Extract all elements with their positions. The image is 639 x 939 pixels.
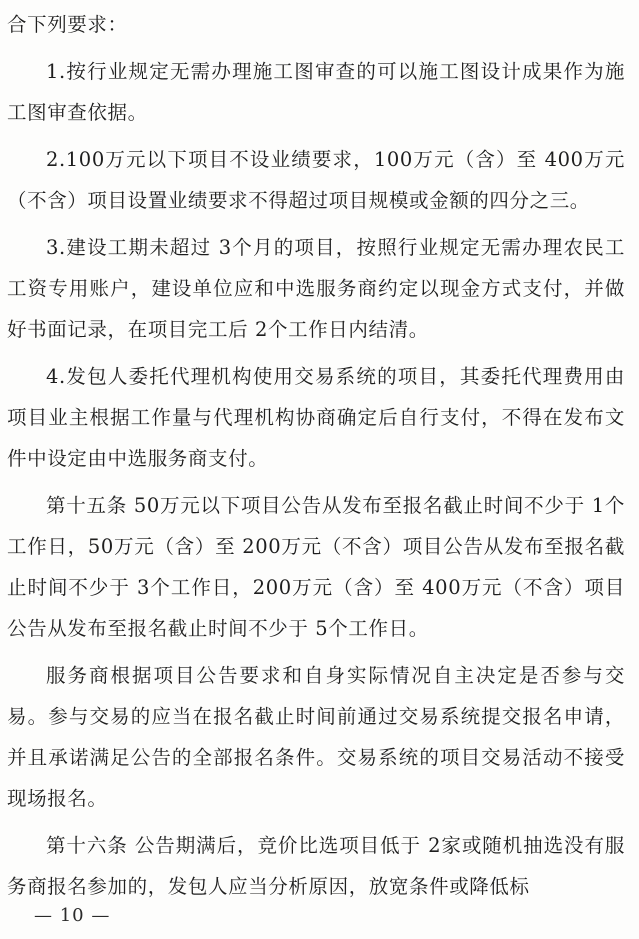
paragraph-item-4: 4.发包人委托代理机构使用交易系统的项目，其委托代理费用由项目业主根据工作量与代理机构协商确定后自行支付，不得在发布文件中设定由中选服务商支付。: [7, 365, 625, 470]
paragraph-article-16: 第十六条 公告期满后，竞价比选项目低于 2家或随机抽选没有服务商报名参加的，发包人应当分析原因，放宽条件或降低标: [7, 834, 625, 898]
page-number: — 10 —: [34, 905, 111, 926]
paragraph-registration: 服务商根据项目公告要求和自身实际情况自主决定是否参与交易。参与交易的应当在报名截止时间前通过交易系统提交报名申请，并且承诺满足公告的全部报名条件。交易系统的项目交易活动不接受现场报名。: [7, 664, 625, 810]
paragraph-item-3: 3.建设工期未超过 3个月的项目，按照行业规定无需办理农民工工资专用账户，建设单位应和中选服务商约定以现金方式支付，并做好书面记录，在项目完工后 2个工作日内结清。: [7, 236, 625, 341]
paragraph-item-2: 2.100万元以下项目不设业绩要求，100万元（含）至 400万元（不含）项目设置业绩要求不得超过项目规模或金额的四分之三。: [7, 148, 625, 212]
paragraph-item-1: 1.按行业规定无需办理施工图审查的可以施工图设计成果作为施工图审查依据。: [7, 60, 625, 124]
paragraph-continuation: 合下列要求：: [7, 13, 128, 36]
paragraph-article-15: 第十五条 50万元以下项目公告从发布至报名截止时间不少于 1个工作日，50万元（含）至 200万元（不含）项目公告从发布至报名截止时间不少于 3个工作日，200万元（含）至 400万元（不含）项目公告从发布至报名截止时间不少于 5个工作日。: [7, 494, 625, 640]
body-text: [7, 4, 625, 907]
